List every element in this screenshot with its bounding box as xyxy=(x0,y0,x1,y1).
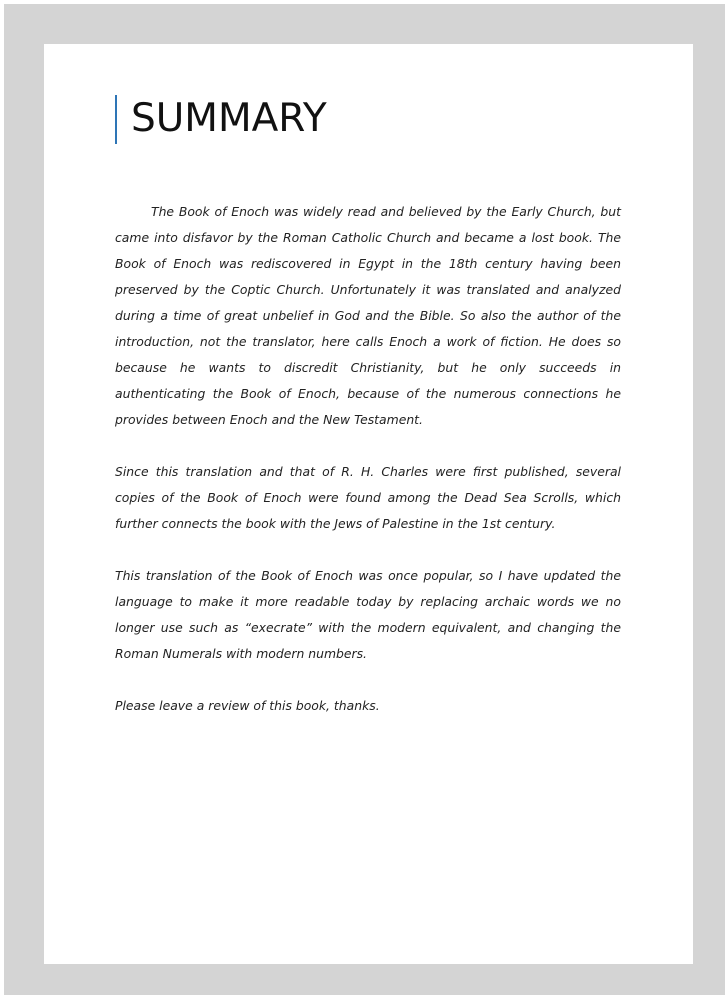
paragraph-1: The Book of Enoch was widely read and believed by the Early Church, but came into disfavor by the Roman Catholic Church and became a lost book. The Book of Enoch was rediscovered in Egypt in the 18th century having been preserved by the Coptic Church. Unfortunately it was translated and analyzed during a time of great unbelief in God and the Bible. So also the author of the introduction, not the translator, here calls Enoch a work of fiction. He does so because he wants to discredit Christianity, but he only succeeds in authenticating the Book of Enoch, because of the numerous connections he provides between Enoch and the New Testament. xyxy=(115,204,621,427)
summary-body xyxy=(115,199,621,745)
page-title: SUMMARY xyxy=(131,96,327,141)
heading-accent-bar xyxy=(115,95,117,144)
page-frame xyxy=(4,4,725,995)
paragraph-3: This translation of the Book of Enoch was once popular, so I have updated the language to make it more readable today by replacing archaic words we no longer use such as “execrate” with the modern equivalent, and changing the Roman Numerals with modern numbers. xyxy=(115,568,621,661)
paragraph-2: Since this translation and that of R. H. Charles were first published, several copies of the Book of Enoch were found among the Dead Sea Scrolls, which further connects the book with the Jews of Palestine in the 1st century. xyxy=(115,464,621,531)
paragraph-4: Please leave a review of this book, thanks. xyxy=(115,698,380,713)
document-page xyxy=(44,44,693,964)
